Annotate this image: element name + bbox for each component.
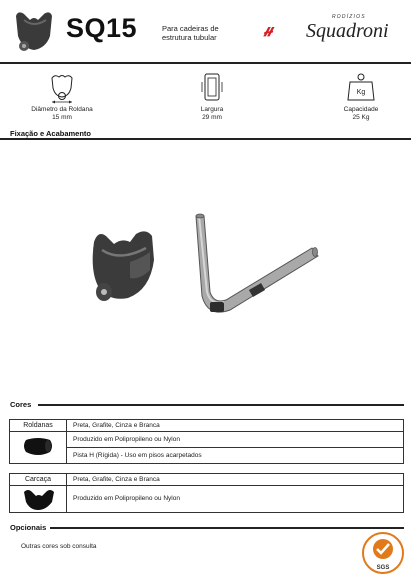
roldanas-table <box>9 419 404 464</box>
caster-thumbnail-icon <box>12 6 56 54</box>
spec-label: Largura <box>200 106 224 113</box>
carcaca-details <box>67 474 403 512</box>
sgs-certification-icon <box>361 531 405 575</box>
table-row: Pista H (Rígida) - Uso em pisos acarpetados <box>73 452 202 459</box>
section-title-opcionais: Opcionais <box>10 523 47 532</box>
section-divider <box>38 404 404 406</box>
roldanas-label-cell <box>10 420 67 463</box>
weight-icon <box>345 72 377 104</box>
spec-value: 29 mm <box>202 114 222 121</box>
subtitle-line-2: estrutura tubular <box>162 33 217 42</box>
header <box>0 0 411 62</box>
section-divider <box>0 138 411 140</box>
spec-label: Diâmetro da Roldana <box>31 106 93 113</box>
brand-logo-icon <box>262 14 306 50</box>
weight-icon-text: Kg <box>356 89 366 96</box>
product-subtitle <box>162 24 252 42</box>
spec-value: 15 mm <box>52 114 72 121</box>
section-title-cores: Cores <box>10 400 32 409</box>
table-row: Produzido em Polipropileno ou Nylon <box>67 432 403 448</box>
spec-label: Capacidade <box>343 106 379 113</box>
wheel-diameter-icon <box>49 72 75 104</box>
spec-width <box>162 72 262 122</box>
brand-name: Squadroni <box>306 20 389 42</box>
header-divider <box>0 62 411 64</box>
roldanas-title: Roldanas <box>10 420 66 432</box>
spec-capacity <box>311 72 411 122</box>
subtitle-line-1: Para cadeiras de <box>162 24 219 33</box>
width-icon <box>199 72 225 104</box>
table-row: Preta, Grafite, Cinza e Branca <box>67 420 403 432</box>
carcaca-table <box>9 473 404 513</box>
tubular-frame-icon <box>196 214 318 312</box>
wheel-icon <box>10 432 66 462</box>
spec-value: 25 Kg <box>352 114 370 121</box>
caster-housing-icon <box>93 231 154 301</box>
model-number: SQ15 <box>66 13 138 43</box>
table-row: Preta, Grafite, Cinza e Branca <box>67 474 403 486</box>
housing-icon <box>10 486 66 512</box>
section-title-fixacao: Fixação e Acabamento <box>10 129 92 138</box>
table-row: Produzido em Polipropileno ou Nylon <box>73 495 180 502</box>
section-divider <box>50 527 404 529</box>
sgs-label: SGS <box>376 565 390 571</box>
opcionais-note: Outras cores sob consulta <box>21 543 97 550</box>
brand-subtitle: RODÍZIOS <box>332 14 366 20</box>
spec-wheel-diameter <box>12 72 112 122</box>
product-illustration <box>80 200 340 330</box>
carcaca-title: Carcaça <box>10 474 66 486</box>
carcaca-label-cell <box>10 474 67 512</box>
roldanas-details <box>67 420 403 464</box>
